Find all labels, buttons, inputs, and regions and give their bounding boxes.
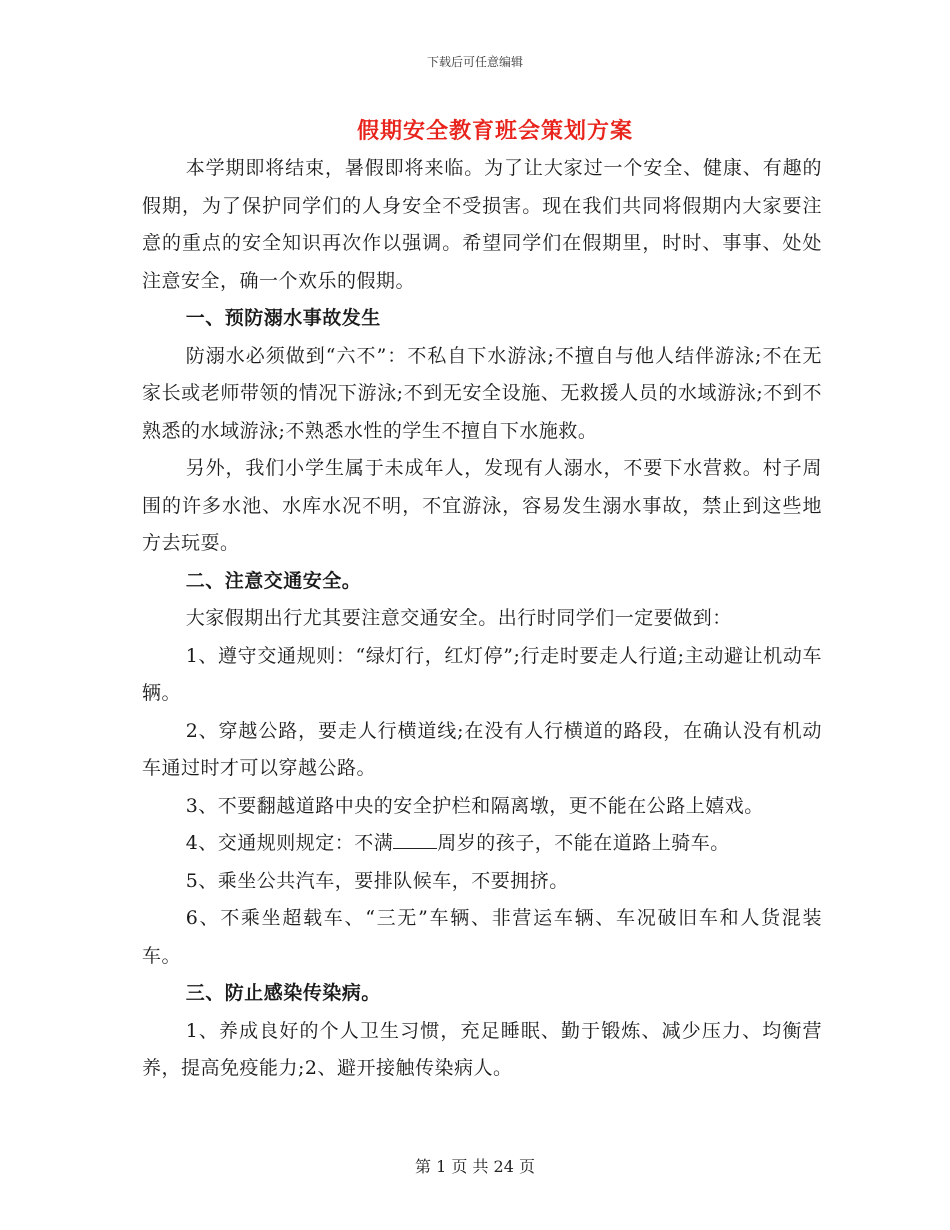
traffic-rule-4 xyxy=(142,825,822,863)
page-number: 第 1 页 共 24 页 xyxy=(415,1157,535,1176)
traffic-rule-2: 2、穿越公路，要走人行横道线;在没有人行横道的路段，在确认没有机动车通过时才可以穿越公路。 xyxy=(142,719,822,779)
traffic-rule-4-part-1: 4、交通规则规定：不满 xyxy=(185,832,394,854)
section-heading-traffic: 二、注意交通安全。 xyxy=(185,569,362,592)
traffic-rule-3: 3、不要翻越道路中央的安全护栏和隔离墩，更不能在公路上嬉戏。 xyxy=(185,794,764,817)
traffic-rule-6: 6、不乘坐超载车、“三无”车辆、非营运车辆、车况破旧车和人货混装车。 xyxy=(142,907,822,967)
section-heading-drowning: 一、预防溺水事故发生 xyxy=(185,307,381,329)
disease-rule-1: 1、养成良好的个人卫生习惯，充足睡眠、勤于锻炼、减少压力、均衡营养，提高免疫能力;2、避开接触传染病人。 xyxy=(142,1019,822,1079)
document-body xyxy=(142,150,822,1088)
header-note: 下载后可任意编辑 xyxy=(426,55,523,69)
intro-paragraph: 本学期即将结束，暑假即将来临。为了让大家过一个安全、健康、有趣的假期，为了保护同学们的人身安全不受损害。现在我们共同将假期内大家要注意的重点的安全知识再次作以强调。希望同学们在假期里，时时、事事、处处注意安全，确一个欢乐的假期。 xyxy=(142,157,822,292)
paragraph-traffic-intro: 大家假期出行尤其要注意交通安全。出行时同学们一定要做到： xyxy=(185,607,732,629)
fill-in-blank xyxy=(393,830,437,849)
traffic-rule-1: 1、遵守交通规则：“绿灯行，红灯停”;行走时要走人行道;主动避让机动车辆。 xyxy=(142,644,822,704)
traffic-rule-5: 5、乘坐公共汽车，要排队候车，不要拥挤。 xyxy=(185,869,569,892)
section-heading-disease: 三、防止感染传染病。 xyxy=(185,982,381,1004)
paragraph-six-nots: 防溺水必须做到“六不”：不私自下水游泳;不擅自与他人结伴游泳;不在无家长或老师带领的情况下游泳;不到无安全设施、无救援人员的水域游泳;不到不熟悉的水域游泳;不熟悉水性的学生不擅自下水施救。 xyxy=(142,344,822,442)
paragraph-minors-rescue: 另外，我们小学生属于未成年人，发现有人溺水，不要下水营救。村子周围的许多水池、水库水况不明，不宜游泳，容易发生溺水事故，禁止到这些地方去玩耍。 xyxy=(142,457,822,554)
traffic-rule-4-part-2: 周岁的孩子，不能在道路上骑车。 xyxy=(437,832,730,854)
document-title: 假期安全教育班会策划方案 xyxy=(356,118,633,144)
